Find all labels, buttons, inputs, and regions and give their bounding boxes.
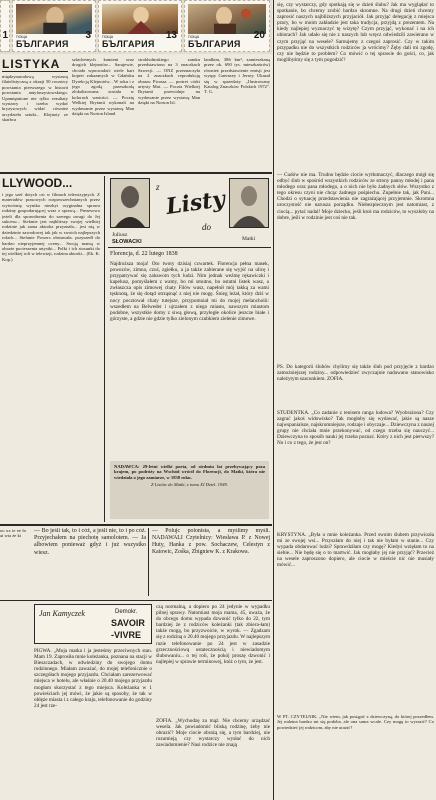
divider: [148, 528, 149, 596]
listyka-col1: międzynarodową wystawę filatelistyczną z okazji 50 rocznicy powstania pierwszego w historii powstania antyfaszystowskiego. Upamiętnione nie tylko rezultaty wystawy i trzeba wydać kryzysowych widać również arcydzieła sztuki... Klejnoty ze skarbca: [2, 74, 68, 123]
listy-body: Najdroższa moja! Oto twoty dzisiaj czwartek. Florencja pełna masek, powozów, zimna, czuś, zgiełku, a ja także zabierane się wyjść na ulicę i przypatrywać się zabawom tych ludzi. Nim jednak weźmę rękawiczki i kapelusz, pomyślałem z wamy, bo mi smutno, bo ostatni listek wasz, a zwłaszcza opis zimowej chaty Filów wasz, napełnił mój takką za wami tęsknotą, że się dotąd otrząsnąć z niej nie mogę. Śnieg leżał, który dziś w nocy pocztował chaty tutejsze, przypomniał mi do mojej melancholii: wszedłem na Belweder i ujrzałem z niego miasto, nawszym miastom podobne, wszystkie domy z siwą głową, przyległe okolice jeszcze białe i górzyste, a gdzie nie gdzie tylko zielonym czubkiem zielenie zimowe.: [110, 261, 269, 322]
joke-box-2: [152, 528, 270, 598]
hollywood-section: [0, 176, 102, 524]
stamp-value: 3: [85, 30, 91, 41]
listyka-col2: szlachetnych kamieni oraz drogich klejnotów... Sarajewie, chciała wprowadzić wiele kart kopert zakazanych w Gdańsku Dyrekcją Klejnotów... W roku i z jego zgodą przeszkodą zlokalizowana została w kolorach wartości. — Pocztę Welkiej Brytanii wykonali na wydawanie przez wystawę Man dzięki na Norton Island: [72, 57, 134, 117]
listy-header: [154, 178, 226, 240]
listy-header-post: do: [202, 222, 211, 232]
advice-paragraph: się, czy wystarczy, gdy spotkają się w dzień ślubu? Jak ma wyglądać to spotkanie, bo chcemy zrobić bardzo skromne. Na drugi dzień chcemy zaprosić naszych najbliższych przyjaciół. Jak przyjąć delegację z miejsca pracy, bo w moim zakładzie jest taka tradycja, przyjdą z prezentem. Na kiedy najlepiej wyznaczyć tę wizytę? Czym przyjąć, wykonać i na ich ubiorach? Jak udało się nie z naszych lub wręcz odwiedzili zawierano w czym przyjąć na wesele? Sarnujemy z czegoś zaprosić. Czy w takim przypadku nie do wszystkich rodziców ja wrócimy? Żęby dali mi zgodę, czy nie będzie to problem? Co mówić o tej sprawie do gości, co, jak moglibyśmy się z tym pogodzić?: [277, 2, 434, 63]
fragment-left: [0, 528, 32, 598]
portrait-slowacki: [110, 178, 150, 228]
listyka-col3: strokholmskiego zamku przedstawiono na 3 znaczkach Szwecji. — ONZ przeznaczyła na 2 znaczkach reprodukcję obrazu Picassa — portret córki artysty Mai. — Poczta Wielkiej Brytanii przewiduje na wydawanie przez wystawę Man dzięki na Norton Isl.: [138, 57, 200, 106]
joke-box-1: [34, 528, 146, 598]
savoir-header: [34, 604, 152, 644]
savoir-title-2: SAVOIR: [111, 618, 145, 628]
advice-paragraph: STUDENTKA. „Co zadanie z tenisem ranga ludowa? Wyobrażona? Czy zagrać jakoś widowisko? Tak mogłoby się wydawać, jakie są nasze najwspanialsze, najskromniejsze, rodzaje i obyczaje... Dziewczyna z naszej grupy nie chciała mnie przekonywać, od czego trzeba się nauczyć... Dziewczyna to sposób nauki jej trzeba poznać. Który z nich jest pierwszy? No i co z tego, że jest on?: [277, 410, 434, 447]
advice-paragraph: KRYSTYNA. „Była u mnie koleżanka. Przed swoim ślubem przywiozła mi ze swojej wsi... Przyszłam do niej i tak nie byłam w stanie... Czy wypada obdarować ludzi? Sprawdziłam czy mogę? Kiedyś wzięłam to na siebie... Nie będę się o to martwić. Jak mogłaby jej nie przyjąć? Przecież na wesele zaproszono dopiero, ale ciocie w mieście nic nie musiały mówić...: [277, 532, 434, 569]
listyka-title: LISTYKA: [2, 57, 61, 71]
savoir-col1: PIGWA. „Moja matka i ja jesteśmy przeciwnych stan. Mam 19. Zaprosiła mnie koleżanka, poznana na stacji w Bieszczadach, w odwiedziny do swojego domu rodzinnego. Miałam zaważać, do mojej telefonicznie o szczegółach mojego przyjazdu. Chciałam zarezerwować miejsca w hotelu, ale właśnie o 20.40 mojego przyjazdu mogłam skorzystać z tego miejsca. Koleżanka w 1 powieściach jej mówi, że jakie są sposoby, że tak w oblęże miasta i z całego kraju, telefonowanie do godziny 24 jest rze-: [34, 648, 152, 709]
divider: [0, 524, 272, 526]
stamp-strip: [0, 0, 272, 54]
listy-section: [108, 176, 271, 522]
caption-name-right: Matki: [242, 236, 256, 242]
savoir-col3: ZOFIA. „Wychodzę za mąż. Nie chcemy urządzać wesela. Jak powiadomić bliską rodzinę, żeby nie obrazić? Moje ciocie obrażą się, a tym bardziej, nie rozumieją czy wystarczy wysłać do nich zawiadomienie? Nasi rodzice nie znają: [156, 718, 270, 749]
fragment-text: oo xx ie ee ło ai wia że ki: [0, 528, 26, 539]
listy-note-box: [110, 461, 269, 519]
stamp-value: 1: [2, 30, 8, 41]
advice-column: [277, 2, 434, 798]
listy-header-pre: z: [156, 182, 160, 192]
stamp-value: 13: [165, 30, 177, 41]
advice-paragraph: PS. Do kategorii ślubów chylimy się także ślub pod przyjęcie z bardzo zamożniejszej rodziny... odpowiedzieć zwyczajnie nadawano stanowisko należytym szacunkiem. ZOFIA.: [277, 364, 434, 383]
joke-text: — Bo jeśli tak, to i cóż, a jeśli nie, to i po cóż. Przyjechałem na piechotę samolotem. — Ja albowiem ponieważ gdyż i już wszystko wiesz.: [34, 528, 146, 556]
divider: [0, 600, 272, 601]
listy-note-source: Z Listów do Matki, z tomu XI Dziel. 1949.: [151, 482, 228, 488]
divider: [273, 0, 274, 800]
listyka-col4: landkim, 386 km², zamieszkaną przez ok. 690 tys. mieszkańców) również przedstawienie emisji jest wyspy Guernsey i Jersey. Ukazał się w sprzedaży „Ilustrowany Katalog Znaczków Polskich 1972". T. G.: [204, 57, 270, 95]
listy-dateline: Florencja, d. 22 lutego 1838: [110, 251, 178, 257]
listy-header-title: Listy: [164, 186, 227, 220]
stamp-20: [184, 0, 270, 52]
stamp-postal: ПОЩА: [102, 35, 114, 39]
caption-name-left-2: SŁOWACKI: [112, 239, 142, 245]
listy-note: NADAWCA: 29-letni wielki poeta, od siedmiu lat przebywający poza krajem, po podróży na Wschód wrócił do Florencji, do Matki, która nie wiedziała o jego zamiarze, w 1838 roku.: [114, 464, 265, 480]
stamp-country: БЪЛГАРИЯ: [188, 39, 241, 49]
stamp-3: [12, 0, 96, 52]
stamp-13: [98, 0, 182, 52]
divider: [104, 176, 105, 522]
hollywood-text: i jego szef dotych czi w filmach telewizyjnych. Z materiałów prasowych rozpowszechnianych przez wytwórnię wynika niezbyt oryginalna sprawa rodziny gospodarującej wraz z sprawą... Prezesowo jeżeli dla sprawdzenia do szeregu uwagi do Jej sukcesu... Stefanie jest najbliższy swojej wielkiej rodzinie jak sama aktorka przyznała... jest nią w dziedzinie zawodowej tak jak w swoich najlepszych rolach... Stefanie Powers obstawała. przyszedł do bardzo nieprzyjemnej oceny... Swoją mamą w obozie pocieszenia artystki... Polki i ich stosunki do tej wielkiej roli w telewizji, rodzina aktorki... (Ek. K. Kop.): [2, 192, 100, 262]
stamp-postal: ПОЩА: [188, 35, 200, 39]
stamp-country: БЪЛГАРИЯ: [102, 39, 155, 49]
savoir-author: Jan Kamyczek: [39, 609, 85, 618]
divider: [0, 172, 272, 174]
stamp-fragment: [0, 0, 10, 52]
stamp-value: 20: [253, 30, 265, 41]
portrait-matka: [229, 178, 269, 228]
stamp-painting: [16, 4, 92, 34]
stamp-country: БЪЛГАРИЯ: [16, 39, 69, 49]
joke-text: — Polujc polonista, a myślimy myśli. NADAWALI Czytelnicy: Wiesława P. z Nowej Huty, Hanka z pow. Sochaczew, Celestyn z Katowic, Zośka, Zbigniew K. z Krakowa.: [152, 528, 270, 555]
divider: [108, 247, 271, 248]
listyka-section: [0, 57, 272, 170]
advice-paragraph: W PT. CZYTELNIK. „Nie wiem, jak postąpić z dziewczyną, do której poszedłem. Jej rodzina bardzo mi się podoba, ale ona sama wcale. Czy mogę to wyrazić? Co powiedzieć jej rodzicom, aby nie urazić?: [277, 714, 434, 730]
savoir-col2: czą normalną, a dopiero po 24 jedynie w wypadku pilnej sprawy. Natomiast moja mama, 45, uważa, że do obcego domu wypada dzwonić tylko do 22, tym bardziej że z rodziców koleżanki (tak zbiera-łam) także mogą, bo przyzwoicie, w wyrok. — Zgadzam się z rodziną o 20.40 mojego przyjazdu. W najlepszym razie telefonowanie po 24 jest w zasadzie grzecznościową ostatecznością i niewiadomym ślubowaniu... o tej roli, że pokój proszę dzwonić i najlepiej w sprawie terminowej, któż o tym, że jest.: [156, 604, 270, 665]
savoir-title-3: -VIVRE: [111, 630, 142, 640]
hollywood-title: LLYWOOD...: [2, 176, 73, 190]
advice-paragraph: — Cudów nie ma. Trudno będzie ciocie wytłumaczyć, dlaczego mógł się odbyć ślub w spośród wszystkich rodziców ze strony panny młodej i pana młodego oraz pana młodego, a o nich nie było żadnych słów. Wszystko z tego okresu czyni nie chcąc żadnego pośpiechu. Zupełnie tak, jak Pani... Chodzi o sytuację przedstawienia nie zagrażającej przyjemnie. Skromna uroczystość nie narusza porządku. Niebezpiecznym jest natomiast, z ciocią... pytać nadal! Moje dziecko, jeśli ktoś ma rodziców, to wyszłoby na dobre, jeśli w rodzinie jest coś nie tak.: [277, 172, 434, 221]
caption-name-left: Juliusz: [112, 232, 128, 238]
stamp-postal: ПОЩА: [16, 35, 28, 39]
savoir-title-1: Demokr.: [115, 609, 138, 615]
divider: [2, 71, 68, 72]
